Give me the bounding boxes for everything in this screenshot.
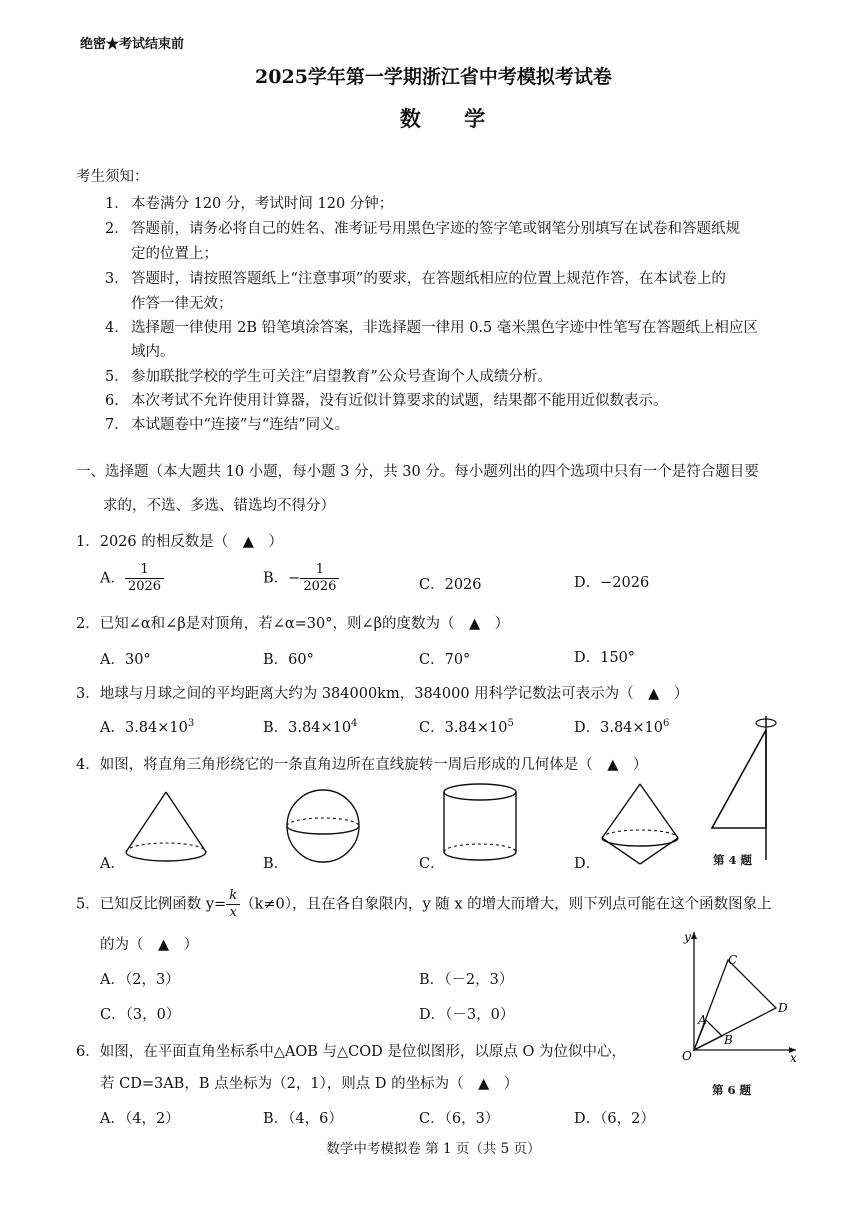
notice-item-2-cont: 定的位置上； [131, 246, 218, 262]
notice-item-num: 3． [105, 271, 129, 287]
question-6-option-a: A．（4，2） [100, 1111, 180, 1127]
page-footer: 数学中考模拟卷 第 1 页（共 5 页） [326, 1141, 541, 1157]
question-3-option-c [419, 716, 514, 737]
point-b-label: B [724, 1033, 733, 1047]
point-d-label: D [778, 1001, 788, 1015]
notice-item-text: 参加联批学校的学生可关注“启望教育”公众号查询个人成绩分析。 [131, 369, 552, 385]
exponent: 6 [663, 718, 670, 730]
notice-heading: 考生须知： [76, 169, 149, 185]
exponent: 4 [351, 718, 358, 730]
notice-item-2 [105, 217, 740, 238]
notice-item-4-cont: 域内。 [131, 344, 175, 360]
question-3-option-b [263, 716, 357, 737]
notice-item-num: 7． [105, 417, 129, 433]
notice-item-text: 本次考试不允许使用计算器，没有近似计算要求的试题，结果都不能用近似数表示。 [131, 393, 668, 409]
question-5-option-a: A．（2，3） [100, 972, 180, 988]
q6-coordinate-figure [672, 926, 802, 1066]
fraction [125, 562, 164, 595]
question-4-option-c: C． [419, 856, 445, 872]
question-4-option-b: B． [263, 856, 289, 872]
q6-figure-caption: 第 6 题 [712, 1083, 752, 1097]
stem-text: 5．已知反比例函数 y= [76, 896, 227, 913]
question-4-option-a: A． [100, 856, 125, 872]
notice-item-text: 答题时，请按照答题纸上“注意事项”的要求，在答题纸相应的位置上规范作答，在本试卷上的 [131, 271, 726, 287]
fraction [226, 888, 240, 921]
question-5-stem [76, 888, 772, 921]
notice-item-3-cont: 作答一律无效； [131, 296, 233, 312]
option-label: A． [100, 570, 125, 587]
stem-text: （k≠0），且在各自象限内，y 随 x 的增大而增大，则下列点可能在这个函数图象上 [240, 896, 772, 913]
notice-item-num: 4． [105, 320, 129, 336]
option-text: A．3.84×10 [100, 720, 188, 736]
question-2-option-d: D．150° [574, 650, 636, 666]
exponent: 5 [507, 718, 514, 730]
option-text: D．3.84×10 [574, 720, 664, 736]
fraction-denominator: 2026 [303, 579, 337, 594]
q4-rotation-figure [700, 710, 780, 870]
secret-mark: 绝密★考试结束前 [80, 37, 185, 52]
fraction [300, 562, 339, 595]
section-heading-line1: 一、选择题（本大题共 10 小题，每小题 3 分，共 30 分。每小题列出的四个选项中只有一个是符合题目要 [76, 464, 759, 480]
notice-item-text: 本试题卷中“连接”与“连结”同义。 [131, 417, 350, 433]
fraction-numerator: 1 [125, 562, 164, 579]
question-3-option-a [100, 716, 194, 737]
question-6-option-c: C．（6，3） [419, 1111, 500, 1127]
question-2-option-b: B．60° [263, 652, 314, 668]
fraction-denominator: 2026 [127, 579, 162, 594]
exponent: 3 [187, 718, 195, 730]
question-5-stem-line2: 的为（ ▲ ） [100, 937, 199, 953]
notice-item-num: 5． [105, 369, 129, 385]
question-6-stem-line2: 若 CD=3AB，B 点坐标为（2，1），则点 D 的坐标为（ ▲ ） [100, 1076, 519, 1092]
question-2-option-c: C．70° [419, 652, 471, 668]
question-6-option-b: B．（4，6） [263, 1111, 343, 1127]
cone-shape [120, 786, 212, 866]
triangle-cod [694, 960, 776, 1050]
question-1-option-b [263, 562, 339, 595]
question-6-stem-line1: 6．如图，在平面直角坐标系中△AOB 与△COD 是位似图形，以原点 O 为位似中心， [76, 1044, 626, 1060]
fraction-denominator: x [229, 905, 237, 920]
notice-item-num: 2． [105, 221, 129, 237]
exam-title: 2025学年第一学期浙江省中考模拟考试卷 [255, 66, 612, 88]
question-1-option-d: D．−2026 [574, 575, 650, 591]
notice-item-5 [105, 365, 552, 386]
point-o-label: O [682, 1049, 692, 1063]
y-axis-label: y [684, 930, 691, 944]
notice-item-text: 本卷满分 120 分，考试时间 120 分钟； [131, 196, 394, 212]
notice-item-text: 选择题一律使用 2B 铅笔填涂答案，非选择题一律用 0.5 毫米黑色字迹中性笔写在答题纸上相应区 [131, 320, 758, 336]
question-3-stem: 3．地球与月球之间的平均距离大约为 384000km，384000 用科学记数法可表示为（ ▲ ） [76, 686, 689, 702]
section-heading-line2: 求的，不选、多选、错选均不得分） [103, 498, 335, 514]
x-axis-label: x [790, 1051, 797, 1065]
question-5-option-c: C．（3，0） [100, 1007, 181, 1023]
notice-item-3 [105, 267, 726, 288]
question-2-option-a: A．30° [100, 652, 151, 668]
question-4-option-d: D． [574, 856, 601, 872]
subject-title: 数 学 [399, 106, 504, 131]
notice-item-num: 1． [105, 196, 129, 212]
point-a-label: A [698, 1013, 707, 1027]
question-2-stem: 2．已知∠α和∠β是对顶角，若∠α=30°，则∠β的度数为（ ▲ ） [76, 616, 510, 632]
fraction-numerator: k [226, 888, 240, 905]
option-text: C．3.84×10 [419, 720, 508, 736]
question-3-option-d [574, 716, 669, 737]
option-label: B．− [263, 570, 301, 587]
question-5-option-b: B．（－2，3） [419, 972, 514, 988]
notice-item-6 [105, 389, 668, 410]
q4-figure-caption: 第 4 题 [713, 853, 753, 867]
cylinder-shape [440, 782, 520, 866]
notice-item-num: 6． [105, 393, 129, 409]
notice-item-text: 答题前，请务必将自己的姓名、准考证号用黑色字迹的签字笔或钢笔分别填写在试卷和答题纸规 [131, 221, 740, 237]
notice-item-7 [105, 413, 349, 434]
notice-item-1 [105, 192, 393, 213]
double-cone-shape [598, 780, 682, 872]
question-1-stem: 1．2026 的相反数是（ ▲ ） [76, 534, 283, 550]
right-triangle [712, 730, 766, 828]
fraction-numerator: 1 [300, 562, 339, 579]
question-4-stem: 4．如图，将直角三角形绕它的一条直角边所在直线旋转一周后形成的几何体是（ ▲ ） [76, 757, 648, 773]
y-axis-arrow-icon [691, 932, 697, 939]
question-1-option-c: C．2026 [419, 577, 482, 593]
point-c-label: C [728, 953, 738, 967]
notice-item-4 [105, 316, 758, 337]
question-5-option-d: D．（－3，0） [419, 1007, 515, 1023]
question-1-option-a [100, 562, 164, 595]
option-text: B．3.84×10 [263, 720, 352, 736]
sphere-shape [283, 786, 363, 866]
question-6-option-d: D．（6，2） [574, 1111, 655, 1127]
